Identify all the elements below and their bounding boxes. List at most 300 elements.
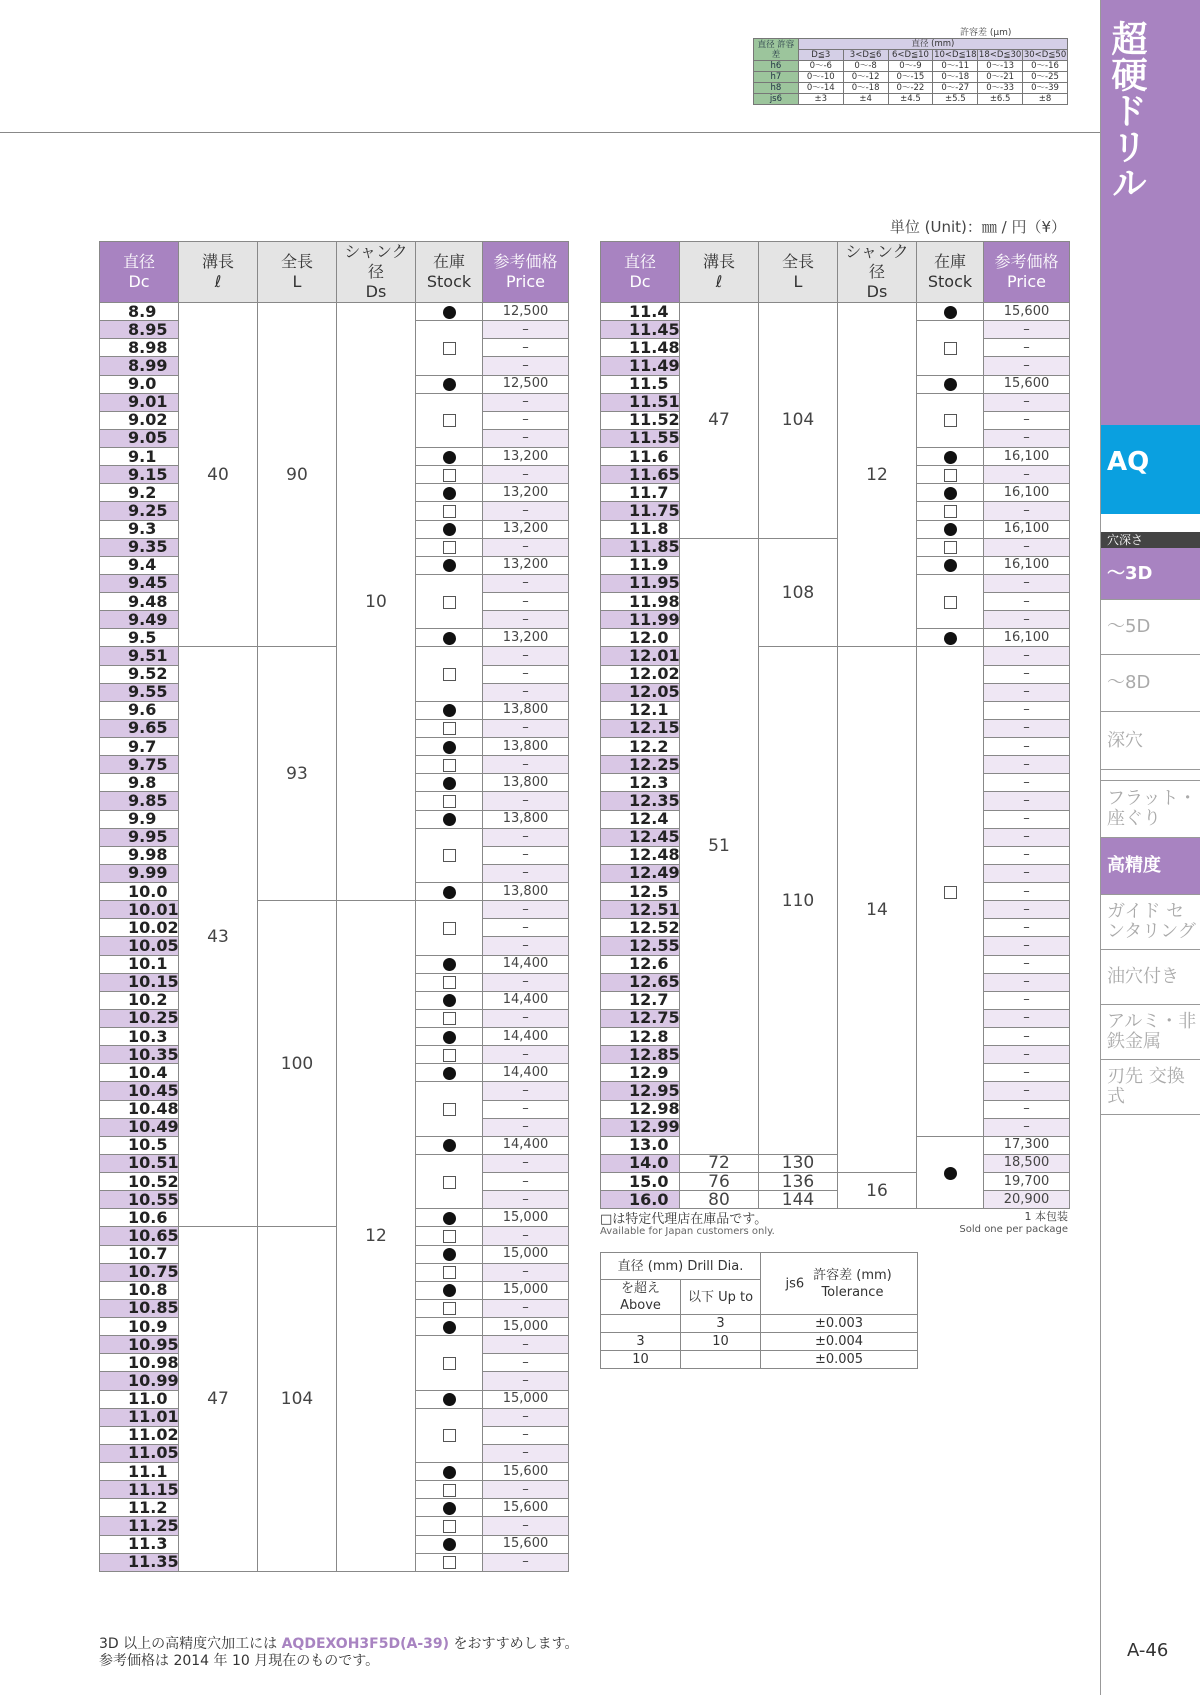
price-cell: 16,100 [984,520,1070,538]
price-cell: 16,100 [984,556,1070,574]
diameter-cell: 12.7 [601,991,680,1009]
stock-cell [416,719,483,737]
diameter-cell: 9.85 [100,792,179,810]
diameter-cell: 11.1 [100,1463,179,1481]
price-cell: – [984,647,1070,665]
tolerance-value: 0～-11 [933,61,978,72]
agent-stock-box-icon [443,1429,456,1442]
stock-cell [416,1263,483,1281]
diameter-cell: 12.02 [601,665,680,683]
price-cell: – [984,883,1070,901]
in-stock-dot-icon [944,306,957,319]
header-jp: 全長 [781,252,814,271]
price-cell: – [984,357,1070,375]
tolerance-value: 0～-10 [798,72,843,83]
price-cell: – [984,991,1070,1009]
price-cell: – [483,792,569,810]
depth-label: 穴深さ [1101,532,1200,548]
diameter-cell: 8.98 [100,339,179,357]
in-stock-dot-icon [443,741,456,754]
price-cell: – [483,357,569,375]
tolerance-cell: ±0.004 [761,1333,918,1351]
price-cell: 14,400 [483,991,569,1009]
in-stock-dot-icon [443,1538,456,1551]
stock-cell [416,629,483,647]
price-cell: – [483,1408,569,1426]
agent-stock-box-icon [944,342,957,355]
agent-stock-box-icon [443,342,456,355]
stock-cell [917,321,984,375]
tolerance-value: 0～-6 [798,61,843,72]
tolerance-cell: ±0.003 [761,1315,918,1333]
range-header: 6<D≦10 [888,50,933,61]
stock-cell [416,321,483,375]
table-row [100,647,569,665]
diameter-cell: 14.0 [601,1154,680,1172]
diameter-cell: 9.3 [100,520,179,538]
header-jp: 直径 [623,252,656,271]
diameter-cell: 8.95 [100,321,179,339]
flute-length-cell: 43 [179,647,258,1227]
diameter-cell: 12.51 [601,901,680,919]
in-stock-dot-icon [443,1139,456,1152]
price-cell: – [483,846,569,864]
table-row [754,61,1068,72]
table-row [100,1227,569,1245]
header-jp: 在庫 [432,252,465,271]
diameter-cell: 9.4 [100,556,179,574]
corner-cell: 直径 許容差 [754,39,799,61]
package-note: 1 本包装 [1024,1210,1068,1223]
flute-length-cell: 47 [179,1227,258,1571]
diameter-cell: 12.15 [601,719,680,737]
stock-cell [416,1318,483,1336]
table-row [754,94,1068,105]
diameter-cell: 10.15 [100,973,179,991]
diameter-cell: 10.65 [100,1227,179,1245]
price-cell: – [984,411,1070,429]
price-cell: – [984,774,1070,792]
in-stock-dot-icon [443,451,456,464]
price-cell: 15,000 [483,1209,569,1227]
upto-cell: 10 [681,1333,761,1351]
overall-length-cell: 93 [258,647,337,901]
diameter-cell: 12.55 [601,937,680,955]
sidebar-item-aluminum[interactable]: アルミ・非鉄金属 [1101,1005,1200,1060]
price-cell: 13,800 [483,883,569,901]
diameter-cell: 10.2 [100,991,179,1009]
table-row [100,303,569,321]
price-cell: – [483,593,569,611]
stock-cell [917,466,984,484]
diameter-cell: 9.02 [100,411,179,429]
diameter-cell: 10.3 [100,1028,179,1046]
header-jp: 溝長 [201,252,234,271]
price-cell: – [984,502,1070,520]
diameter-cell: 11.45 [601,321,680,339]
price-cell: – [984,683,1070,701]
package-note-en: Sold one per package [959,1224,1068,1235]
price-cell: 13,800 [483,738,569,756]
diameter-header: 直径 (mm) [798,39,1067,50]
price-cell: – [483,466,569,484]
price-cell: 15,600 [984,375,1070,393]
sidebar-item-flat[interactable]: フラット・座ぐり [1101,780,1200,838]
in-stock-dot-icon [443,306,456,319]
header-overall-length [759,242,838,303]
header-jp: 全長 [280,252,313,271]
shank-diameter-cell: 12 [337,901,416,1572]
price-cell: 13,800 [483,701,569,719]
header-en: Dc [128,272,150,291]
stock-cell [416,1064,483,1082]
diameter-cell: 11.75 [601,502,680,520]
in-stock-dot-icon [443,1466,456,1479]
diameter-cell: 11.25 [100,1517,179,1535]
price-cell: 14,400 [483,955,569,973]
diameter-cell: 12.1 [601,701,680,719]
diameter-cell: 11.01 [100,1408,179,1426]
diameter-cell: 9.98 [100,846,179,864]
diameter-cell: 9.05 [100,429,179,447]
header-drill-dia: 直径 (mm) Drill Dia. [601,1253,761,1280]
tolerance-value: 0～-33 [978,83,1023,94]
price-cell: – [483,1336,569,1354]
in-stock-dot-icon [443,632,456,645]
stock-cell [416,701,483,719]
range-header: 10<D≦18 [934,50,977,60]
agent-stock-box-icon [443,541,456,554]
range-header: 30<D≦50 [1023,50,1067,60]
stock-cell [416,1245,483,1263]
price-cell: – [483,1372,569,1390]
price-cell: – [984,1009,1070,1027]
sidebar-item-indexable[interactable]: 刃先 交換式 [1101,1060,1200,1115]
diameter-cell: 9.49 [100,611,179,629]
above-cell: 10 [601,1351,681,1369]
price-cell: – [984,1064,1070,1082]
diameter-cell: 9.51 [100,647,179,665]
header-en: L [292,272,302,291]
diameter-cell: 16.0 [601,1191,680,1209]
diameter-cell: 12.48 [601,846,680,864]
price-cell: 12,500 [483,375,569,393]
diameter-cell: 11.55 [601,429,680,447]
diameter-cell: 11.51 [601,393,680,411]
sidebar-item-guide[interactable]: ガイド センタリング [1101,895,1200,950]
agent-stock-box-icon [944,469,957,482]
header-shank-diameter [838,242,917,303]
price-cell: 14,400 [483,1136,569,1154]
price-cell: – [483,393,569,411]
diameter-cell: 12.01 [601,647,680,665]
table-row [601,1315,918,1333]
diameter-cell: 12.85 [601,1046,680,1064]
agent-stock-box-icon [443,1556,456,1569]
header-flute-length [179,242,258,303]
tolerance-value: 0～-21 [978,72,1023,83]
stock-cell [416,828,483,882]
series-tab-aq[interactable]: AQ [1101,425,1200,514]
flute-length-cell: 76 [680,1173,759,1191]
diameter-cell: 10.52 [100,1173,179,1191]
header-jp: 溝長 [702,252,735,271]
diameter-cell: 10.9 [100,1318,179,1336]
price-cell: – [984,429,1070,447]
price-cell: – [483,1553,569,1571]
sidebar-item-high-precision[interactable]: 高精度 [1101,838,1200,895]
header-en: ℓ [715,272,723,291]
header-row [100,242,569,303]
price-cell: – [483,321,569,339]
header-price [984,242,1070,303]
diameter-cell: 9.15 [100,466,179,484]
price-cell: – [984,538,1070,556]
tolerance-value: 0～-18 [843,83,888,94]
diameter-cell: 11.2 [100,1499,179,1517]
grade-cell: h6 [754,61,799,72]
price-cell: – [483,1009,569,1027]
diameter-cell: 10.5 [100,1136,179,1154]
stock-cell [416,556,483,574]
stock-cell [416,1299,483,1317]
header-stock [416,242,483,303]
diameter-cell: 10.49 [100,1118,179,1136]
grade-cell: js6 [754,94,799,105]
sidebar-item-8d[interactable]: ～8D [1101,655,1200,712]
header-en: L [793,272,803,291]
in-stock-dot-icon [443,1284,456,1297]
tolerance-value: 0～-14 [798,83,843,94]
price-cell: – [483,1118,569,1136]
in-stock-dot-icon [944,559,957,572]
stock-cell [917,502,984,520]
agent-stock-box-icon [443,1520,456,1533]
diameter-cell: 12.75 [601,1009,680,1027]
agent-stock-box-icon [443,668,456,681]
agent-stock-box-icon [443,1103,456,1116]
price-cell: – [483,683,569,701]
header-tolerance [761,1253,918,1315]
agent-stock-box-icon [944,414,957,427]
footer-text: 3D 以上の高精度穴加工には [99,1636,282,1652]
diameter-cell: 12.0 [601,629,680,647]
agent-stock-box-icon [443,1484,456,1497]
table-row [601,1173,1070,1191]
tolerance-value: 0～-9 [888,61,933,72]
stock-cell [416,1209,483,1227]
agent-stock-box-icon [443,1302,456,1315]
stock-cell [917,629,984,647]
price-cell: – [483,1082,569,1100]
sidebar-item-oil-hole[interactable]: 油穴付き [1101,950,1200,1005]
diameter-cell: 12.9 [601,1064,680,1082]
diameter-cell: 12.2 [601,738,680,756]
price-cell: – [984,339,1070,357]
price-cell: – [483,1100,569,1118]
flute-length-cell: 51 [680,538,759,1154]
diameter-cell: 11.9 [601,556,680,574]
agent-stock-box-icon [443,505,456,518]
shank-diameter-cell: 10 [337,303,416,901]
diameter-cell: 12.8 [601,1028,680,1046]
stock-cell [917,393,984,447]
diameter-cell: 11.98 [601,593,680,611]
price-cell: – [483,1444,569,1462]
price-cell: – [984,665,1070,683]
diameter-cell: 11.05 [100,1444,179,1462]
price-cell: – [984,701,1070,719]
table-row [601,647,1070,665]
diameter-cell: 9.7 [100,738,179,756]
tolerance-label: 許容差 (mm) Tolerance [813,1267,892,1300]
diameter-cell: 9.35 [100,538,179,556]
price-cell: 13,800 [483,810,569,828]
header-stock [917,242,984,303]
price-cell: – [483,611,569,629]
stock-cell [416,1517,483,1535]
agent-stock-box-icon [944,505,957,518]
stock-cell [416,1408,483,1462]
diameter-cell: 9.2 [100,484,179,502]
price-cell: – [483,937,569,955]
price-cell: – [483,1263,569,1281]
stock-cell [416,375,483,393]
diameter-cell: 11.4 [601,303,680,321]
price-cell: – [483,538,569,556]
diameter-cell: 9.01 [100,393,179,411]
price-cell: – [483,665,569,683]
in-stock-dot-icon [443,994,456,1007]
price-cell: – [984,719,1070,737]
stock-cell [416,303,483,321]
agent-stock-box-icon [443,1049,456,1062]
stock-cell [416,901,483,955]
diameter-cell: 11.6 [601,448,680,466]
stock-cell [416,955,483,973]
price-cell: 13,200 [483,520,569,538]
upto-cell [681,1351,761,1369]
stock-cell [416,520,483,538]
stock-cell [917,556,984,574]
stock-cell [416,1535,483,1553]
price-cell: – [483,1299,569,1317]
price-cell: – [483,1354,569,1372]
tolerance-value: ±4.5 [888,94,933,105]
in-stock-dot-icon [443,1212,456,1225]
stock-cell [416,810,483,828]
overall-length-cell: 104 [759,303,838,539]
stock-cell [416,883,483,901]
price-cell: – [984,828,1070,846]
header-jp: 直径 [122,252,155,271]
in-stock-dot-icon [944,632,957,645]
agent-stock-box-icon [443,1357,456,1370]
agent-stock-box-icon [443,722,456,735]
header-upto: 以下 Up to [681,1280,761,1315]
header-jp: シャンク径 [344,242,408,281]
diameter-cell: 10.99 [100,1372,179,1390]
in-stock-dot-icon [443,487,456,500]
sidebar-item-5d[interactable]: ～5D [1101,600,1200,655]
stock-cell [416,466,483,484]
header-en: ℓ [214,272,222,291]
diameter-cell: 10.01 [100,901,179,919]
diameter-cell: 11.5 [601,375,680,393]
price-cell: 15,000 [483,1245,569,1263]
price-date-note: 参考価格は 2014 年 10 月現在のものです。 [99,1653,380,1669]
table-row [601,1191,1070,1209]
header-en: Ds [365,282,387,301]
diameter-cell: 11.7 [601,484,680,502]
stock-cell [416,991,483,1009]
price-cell: – [483,1046,569,1064]
price-cell: 16,100 [984,448,1070,466]
tolerance-value: 0～-15 [888,72,933,83]
price-cell: – [984,1118,1070,1136]
recommended-product-link[interactable]: AQDEXOH3F5D(A-39) [281,1636,450,1652]
sidebar-item-3d[interactable]: ～3D [1101,548,1200,600]
diameter-cell: 12.35 [601,792,680,810]
price-cell: 13,200 [483,629,569,647]
overall-length-cell: 108 [759,538,838,647]
in-stock-dot-icon [443,704,456,717]
header-jp: 在庫 [933,252,966,271]
diameter-cell: 9.5 [100,629,179,647]
agent-stock-box-icon [443,1266,456,1279]
price-cell: – [483,339,569,357]
diameter-cell: 12.45 [601,828,680,846]
diameter-cell: 11.48 [601,339,680,357]
flute-length-cell: 72 [680,1154,759,1172]
header-divider [0,132,1100,133]
price-cell: 16,100 [984,484,1070,502]
overall-length-cell: 130 [759,1154,838,1172]
diameter-cell: 9.8 [100,774,179,792]
price-cell: 13,200 [483,484,569,502]
price-cell: – [984,466,1070,484]
header-en: Ds [866,282,888,301]
diameter-cell: 10.4 [100,1064,179,1082]
diameter-cell: 10.8 [100,1281,179,1299]
price-cell: – [483,901,569,919]
price-cell: – [984,593,1070,611]
agent-stock-box-icon [443,1176,456,1189]
stock-cell [416,1082,483,1136]
sidebar-item-deep-hole[interactable]: 深穴 [1101,712,1200,770]
in-stock-dot-icon [944,451,957,464]
price-cell: – [483,1481,569,1499]
page-number: A-46 [1127,1640,1169,1661]
diameter-cell: 9.75 [100,756,179,774]
agent-stock-note-en: Available for Japan customers only. [600,1226,775,1237]
price-cell: – [984,574,1070,592]
in-stock-dot-icon [443,1321,456,1334]
price-cell: – [984,973,1070,991]
table-row [601,1154,1070,1172]
diameter-cell: 15.0 [601,1173,680,1191]
diameter-cell: 9.48 [100,593,179,611]
diameter-cell: 10.0 [100,883,179,901]
price-cell: – [984,1082,1070,1100]
stock-cell [416,1009,483,1027]
agent-stock-box-icon [443,922,456,935]
header-shank-diameter [337,242,416,303]
in-stock-dot-icon [443,958,456,971]
price-cell: – [483,756,569,774]
header-jp: 参考価格 [994,252,1059,271]
tolerance-value: 0～-12 [843,72,888,83]
